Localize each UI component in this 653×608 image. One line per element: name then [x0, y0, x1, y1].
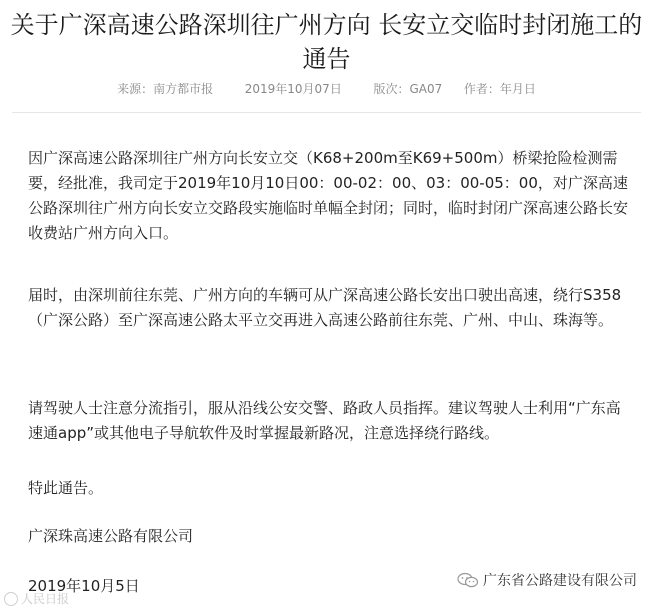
watermark-left-text: 人民日报 — [21, 592, 70, 606]
meta-source: 来源：南方都市报 — [117, 82, 214, 96]
meta-divider — [12, 112, 641, 113]
wechat-icon — [457, 572, 479, 588]
paragraph-date: 2019年10月5日 — [28, 577, 140, 595]
paragraph-signature: 广深珠高速公路有限公司 — [28, 527, 194, 545]
meta-date: 2019年10月07日 — [244, 82, 342, 96]
watermark-right-text: 广东省公路建设有限公司 — [483, 573, 637, 589]
watermark-logo-icon — [4, 592, 18, 606]
meta-edition: 版次：GA07 — [373, 82, 443, 96]
watermark-left — [4, 590, 69, 607]
article-meta — [0, 80, 653, 97]
article-title: 关于广深高速公路深圳往广州方向 长安立交临时封闭施工的通告 — [10, 11, 643, 73]
paragraph-detour: 届时，由深圳前往东莞、广州方向的车辆可从广深高速公路长安出口驶出高速，绕行S358（广深公路）至广深高速公路太平立交再进入高速公路前往东莞、广州、中山、珠海等。 — [28, 286, 622, 329]
watermark-right — [457, 570, 637, 590]
meta-author: 作者：年月日 — [463, 82, 536, 96]
paragraph-closing: 特此通告。 — [28, 479, 104, 497]
paragraph-notice: 因广深高速公路深圳往广州方向长安立交（K68+200m至K69+500m）桥梁抢险检测需要，经批准，我司定于2019年10月10日00：00-02：00、03：00-05：00，对广深高速公路深圳往广州方向长安立交路段实施临时单幅全封闭；同时，临时封闭广深高速公路长安收费站广州方向入口。 — [28, 149, 629, 242]
paragraph-advice: 请驾驶人士注意分流指引，服从沿线公安交警、路政人员指挥。建议驾驶人士利用“广东高速通app”或其他电子导航软件及时掌握最新路况，注意选择绕行路线。 — [28, 399, 621, 442]
